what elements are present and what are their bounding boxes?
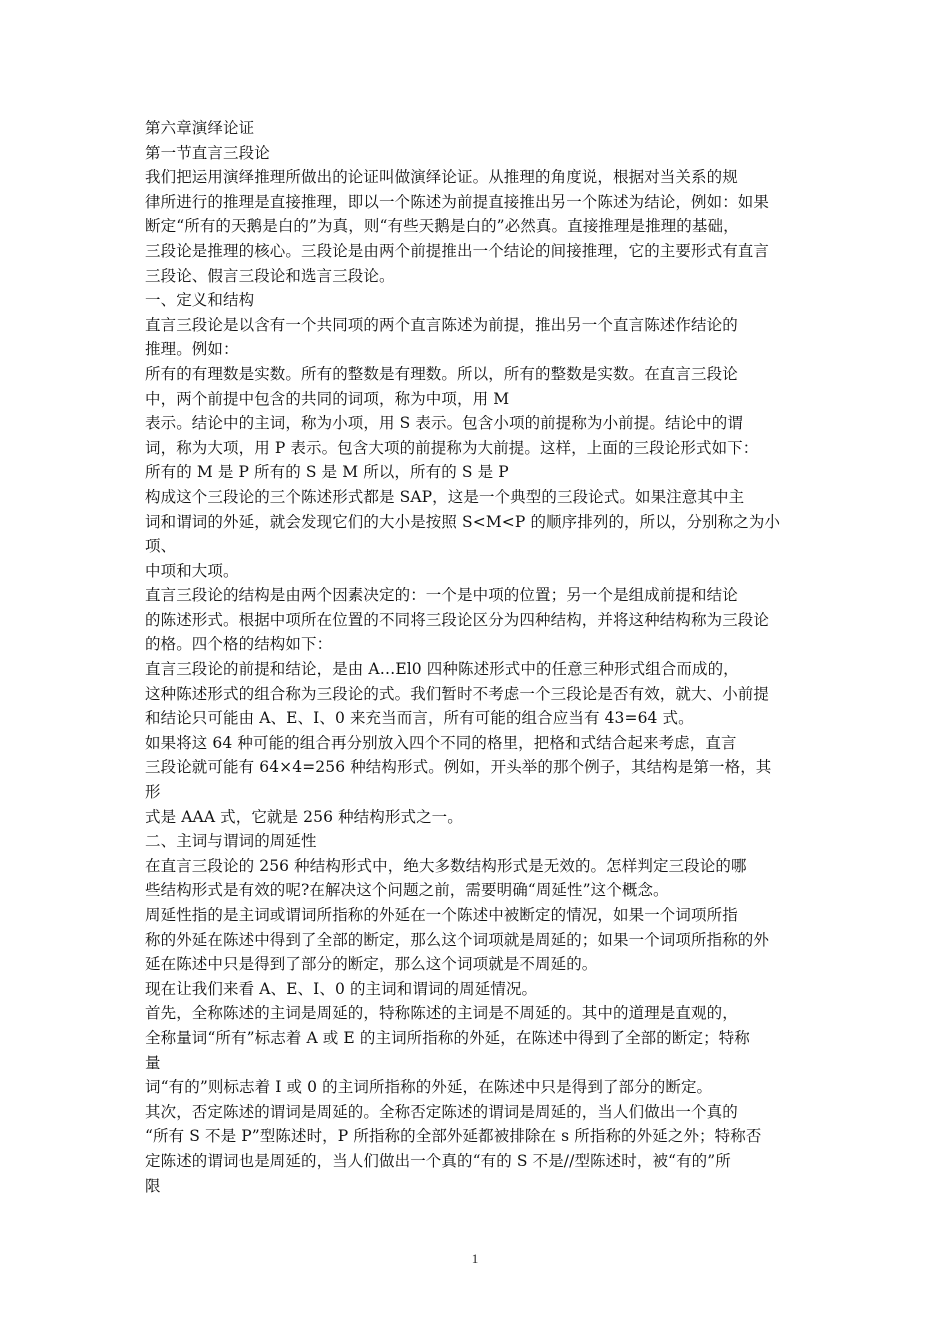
text-line: 我们把运用演绎推理所做出的论证叫做演绎论证。从推理的角度说，根据对当关系的规 <box>145 168 738 187</box>
text-line: 律所进行的推理是直接推理，即以一个陈述为前提直接推出另一个陈述为结论，例如：如果 <box>145 192 770 211</box>
text-line: 二、主词与谓词的周延性 <box>145 832 317 851</box>
text-line: 限 <box>145 1176 161 1195</box>
text-line: 第六章演绎论证 <box>145 119 255 137</box>
text-line: 延在陈述中只是得到了部分的断定，那么这个词项就是不周延的。 <box>145 955 598 974</box>
text-line: 全称量词“所有”标志着 A 或 E 的主词所指称的外延，在陈述中得到了全部的断定；特称 <box>145 1028 750 1047</box>
text-line: 称的外延在陈述中得到了全部的断定，那么这个词项就是周延的；如果一个词项所指称的外 <box>145 930 770 949</box>
text-line: 第一节直言三段论 <box>145 143 270 162</box>
text-line: 这种陈述形式的组合称为三段论的式。我们暂时不考虑一个三段论是否有效，就大、小前提 <box>145 684 770 703</box>
text-line: 如果将这 64 种可能的组合再分别放入四个不同的格里，把格和式结合起来考虑，直言 <box>145 733 737 752</box>
text-line: 中项和大项。 <box>145 561 239 580</box>
text-line: 三段论就可能有 64×4=256 种结构形式。例如，开头举的那个例子，其结构是第一格，其 <box>145 758 772 777</box>
text-line: 中，两个前提中包含的共同的词项，称为中项，用 M <box>145 389 510 408</box>
text-line: 式是 AAA 式，它就是 256 种结构形式之一。 <box>145 807 463 826</box>
text-line: 词“有的”则标志着 I 或 0 的主词所指称的外延，在陈述中只是得到了部分的断定。 <box>145 1078 713 1097</box>
text-line: 在直言三段论的 256 种结构形式中，绝大多数结构形式是无效的。怎样判定三段论的哪 <box>145 856 747 875</box>
text-line: “所有 S 不是 P”型陈述时，P 所指称的全部外延都被排除在 s 所指称的外延之外；特称否 <box>145 1127 762 1146</box>
text-line: 量 <box>145 1053 161 1072</box>
text-line: 些结构形式是有效的呢?在解决这个问题之前，需要明确“周延性”这个概念。 <box>145 881 669 900</box>
page-number: 1 <box>471 1251 479 1266</box>
text-line: 直言三段论是以含有一个共同项的两个直言陈述为前提，推出另一个直言陈述作结论的 <box>145 315 738 334</box>
text-line: 现在让我们来看 A、E、I、0 的主词和谓词的周延情况。 <box>145 979 538 998</box>
text-line: 词，称为大项，用 P 表示。包含大项的前提称为大前提。这样，上面的三段论形式如下： <box>145 438 759 457</box>
text-line: 所有的 M 是 P 所有的 S 是 M 所以，所有的 S 是 P <box>145 463 509 482</box>
text-line: 直言三段论的前提和结论，是由 A…El0 四种陈述形式中的任意三种形式组合而成的， <box>145 660 739 679</box>
text-line: 形 <box>145 783 161 802</box>
text-line: 一、定义和结构 <box>145 291 255 310</box>
text-line: 的格。四个格的结构如下： <box>145 635 333 654</box>
text-line: 词和谓词的外延，就会发现它们的大小是按照 S<M<P 的顺序排列的，所以，分别称之为小 <box>145 512 781 531</box>
text-line: 其次，否定陈述的谓词是周延的。全称否定陈述的谓词是周延的，当人们做出一个真的 <box>145 1102 738 1121</box>
text-line: 首先，全称陈述的主词是周延的，特称陈述的主词是不周延的。其中的道理是直观的， <box>145 1004 738 1023</box>
text-line: 构成这个三段论的三个陈述形式都是 SAP，这是一个典型的三段论式。如果注意其中主 <box>145 487 745 506</box>
text-line: 断定“所有的天鹅是白的”为真，则“有些天鹅是白的”必然真。直接推理是推理的基础， <box>145 217 739 236</box>
text-line: 和结论只可能由 A、E、I、0 来充当而言，所有可能的组合应当有 43=64 式。 <box>145 709 694 728</box>
text-line: 的陈述形式。根据中项所在位置的不同将三段论区分为四种结构，并将这种结构称为三段论 <box>145 610 770 629</box>
text-line: 三段论是推理的核心。三段论是由两个前提推出一个结论的间接推理，它的主要形式有直言 <box>145 241 770 260</box>
text-line: 定陈述的谓词也是周延的，当人们做出一个真的“有的 S 不是//型陈述时，被“有的”所 <box>145 1151 731 1170</box>
text-line: 表示。结论中的主词，称为小项，用 S 表示。包含小项的前提称为小前提。结论中的谓 <box>145 414 743 433</box>
text-line: 项、 <box>145 537 177 556</box>
text-line: 推理。例如： <box>145 340 239 359</box>
text-line: 直言三段论的结构是由两个因素决定的：一个是中项的位置；另一个是组成前提和结论 <box>145 586 738 605</box>
text-line: 周延性指的是主词或谓词所指称的外延在一个陈述中被断定的情况，如果一个词项所指 <box>145 906 738 924</box>
text-line: 三段论、假言三段论和选言三段论。 <box>145 266 395 285</box>
document-body <box>145 116 810 1198</box>
text-line: 所有的有理数是实数。所有的整数是有理数。所以，所有的整数是实数。在直言三段论 <box>145 364 738 383</box>
